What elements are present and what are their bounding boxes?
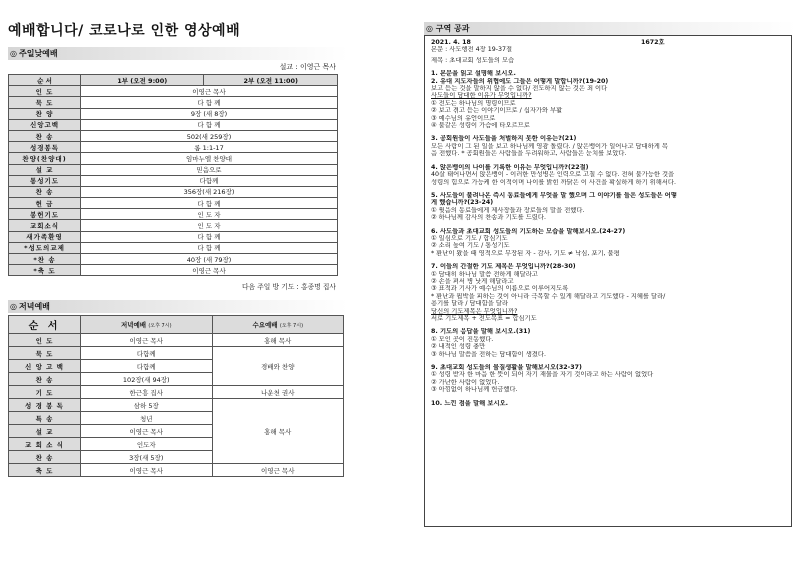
lesson-answer: ① 일심으로 기도 / 합심기도 — [431, 234, 508, 242]
lesson-question: 7. 이들의 간절한 기도 제목은 무엇입니까?(28-30) — [431, 263, 576, 271]
table-row — [9, 242, 338, 253]
table-row — [9, 86, 338, 97]
issue-number: 1672호 — [641, 39, 665, 46]
lesson-box — [424, 35, 792, 527]
order-label: 헌 금 — [9, 198, 81, 209]
lesson-answer: 성령의 힘으로 가능케 한 이적이며 나이를 밝힌 까닭은 이 사건을 확실하게 하기 위해서다. — [431, 178, 677, 186]
col-evening — [81, 316, 213, 334]
wednesday-value: 나운천 권사 — [212, 386, 344, 399]
wednesday-value: 홍해 목사 — [212, 399, 344, 464]
lesson-answer: ③ 예수님의 유언이므로 — [431, 114, 496, 122]
order-label: 찬 송 — [9, 130, 81, 141]
order-label: 찬 송 — [9, 186, 81, 197]
order-label: 교회소식 — [9, 220, 81, 231]
evening-value: 다함께 — [81, 347, 213, 360]
lesson-answer: ② 하나님께 감사의 찬송과 기도를 드렸다. — [431, 214, 546, 222]
right-page — [424, 22, 796, 527]
evening-value: 102장(새 94장) — [81, 373, 213, 386]
preacher-line: 설교 : 이영근 목사 — [279, 63, 336, 71]
table-row — [9, 386, 344, 399]
order-label: 특 송 — [9, 412, 81, 425]
lesson-answer: * 환난과 핍박을 피하는 것이 아니라 극복할 수 있게 해달라고 기도했다 - 지혜를 달라/ — [431, 292, 666, 300]
wednesday-value: 경배와 찬양 — [212, 347, 344, 386]
circle-marker-icon: ◎ — [426, 24, 433, 33]
table-row — [9, 175, 338, 186]
lesson-lines — [431, 70, 785, 407]
lesson-answer: ③ 표적과 기사가 예수님의 이름으로 이루어지도록 — [431, 285, 569, 293]
order-label: 묵 도 — [9, 347, 81, 360]
evening-value: 이영근 목사 — [81, 425, 213, 438]
order-value: 다함께 — [81, 175, 338, 186]
table-row — [9, 198, 338, 209]
morning-section-header — [8, 47, 348, 60]
col-wednesday — [212, 316, 344, 334]
order-value: 인 도 자 — [81, 220, 338, 231]
order-label: 신 앙 고 백 — [9, 360, 81, 373]
order-label: 묵 도 — [9, 97, 81, 108]
order-label: 신앙고백 — [9, 119, 81, 130]
order-label: 찬양(찬양대) — [9, 153, 81, 164]
lesson-answer: ③ 하나님 말씀을 전하는 담대함이 생겼다. — [431, 350, 546, 358]
lesson-answer: ① 모인 곳이 진동했다. — [431, 335, 494, 343]
order-label: *성도의교제 — [9, 242, 81, 253]
evening-value: 3장(새 5장) — [81, 451, 213, 464]
lesson-answer: 음 전했다. * 공회원들은 사람들을 두려워하고, 사람들은 눈치를 보았다. — [431, 150, 627, 158]
evening-value: 인도자 — [81, 438, 213, 451]
table-row — [9, 130, 338, 141]
next-week-prayer: 다음 주일 방 기도 : 홍종명 집사 — [241, 283, 336, 292]
lesson-text-ref: 본문 : 사도행전 4장 19-37절 — [431, 46, 513, 54]
table-header-row — [9, 316, 344, 334]
lesson-answer: ① 담대히 하나님 말씀 전하게 해달라고 — [431, 270, 538, 278]
table-row — [9, 97, 338, 108]
order-label: 통성기도 — [9, 175, 81, 186]
order-label: 설 교 — [9, 425, 81, 438]
order-value: 믿음으로 — [81, 164, 338, 175]
lesson-question: 1. 본문을 읽고 설명해 보시오. — [431, 70, 516, 78]
lesson-answer: 당신의 기도제목은 무엇입니까? — [431, 307, 518, 315]
col-evening-time: (오후 7시) — [148, 323, 172, 330]
lesson-question: 2. 유대 지도자들의 위협에도 그들은 어떻게 말합니까?(19-20) — [431, 77, 609, 85]
morning-header-label: 주일낮예배 — [18, 49, 58, 58]
lesson-answer: ② 내적인 성령 충만 — [431, 343, 486, 351]
order-label: 찬 양 — [9, 108, 81, 119]
order-label: 기 도 — [9, 386, 81, 399]
wednesday-value: 이영근 목사 — [212, 464, 344, 477]
table-row — [9, 220, 338, 231]
lesson-question: 8. 기도의 응답을 말해 보시오.(31) — [431, 328, 531, 336]
lesson-answer: ② 손을 펴서 병 낫게 해달라고 — [431, 277, 514, 285]
lesson-answer: ① 윗음의 동료들에게 제사장들과 장로들의 말을 전했다. — [431, 206, 585, 214]
order-label: *축 도 — [9, 265, 81, 276]
col-order: 순 서 — [9, 316, 81, 334]
table-row — [9, 119, 338, 130]
order-value: 다 함 께 — [81, 97, 338, 108]
col-order: 순 서 — [9, 75, 81, 86]
lesson-question: 3. 공회원들이 사도들을 처벌하지 못한 이유는?(21) — [431, 135, 577, 143]
order-value: 다 함 께 — [81, 119, 338, 130]
table-row — [9, 265, 338, 276]
order-value: 이영근 목사 — [81, 86, 338, 97]
order-value: 롬 1:1-17 — [81, 142, 338, 153]
lesson-question: 9. 초대교회 성도들의 물질생활을 말해보시오(32-37) — [431, 364, 582, 372]
table-row — [9, 153, 338, 164]
lesson-answer: 용기를 달라 / 담대함을 달라 — [431, 300, 509, 308]
wednesday-value: 홍해 목사 — [212, 334, 344, 347]
lesson-answer: 40살 태어나면서 앉은뱅이 - 이러한 만성병은 인력으로 고칠 수 없다. 전혀 불가능한 것을 — [431, 171, 675, 179]
table-row — [9, 142, 338, 153]
table-row — [9, 164, 338, 175]
table-row — [9, 209, 338, 220]
col-wed-time: (오후 7시) — [279, 323, 304, 330]
lesson-answer: 사도들이 담대한 이유가 무엇입니까? — [431, 92, 532, 100]
evening-value: 청년 — [81, 412, 213, 425]
order-label: 축 도 — [9, 464, 81, 477]
lesson-answer: ④ 불같은 성령이 가슴에 타오르므로 — [431, 122, 530, 130]
left-page — [8, 20, 348, 477]
order-value: 356장(새 216장) — [81, 186, 338, 197]
table-row — [9, 254, 338, 265]
lesson-answer: 서로 기도제목 + 전도목표 = 합심기도 — [431, 315, 537, 322]
lesson-question: 10. 느낀 점을 말해 보시오. — [431, 399, 509, 407]
evening-value: 이영근 목사 — [81, 464, 213, 477]
table-row — [9, 231, 338, 242]
table-row — [9, 347, 344, 360]
lesson-section-header — [424, 22, 796, 35]
col-evening-label: 저녁예배 — [120, 321, 147, 330]
evening-value: 다함께 — [81, 360, 213, 373]
lesson-answer: ③ 아낌없이 하나님께 헌금했다. — [431, 386, 518, 394]
morning-service-table — [8, 74, 338, 276]
order-value: 인 도 자 — [81, 209, 338, 220]
order-label: *찬 송 — [9, 254, 81, 265]
lesson-answer: 모든 사람이 그 된 일을 보고 하나님께 영광 돌렸다. / 앉은뱅이가 일어나고 담대하게 복 — [431, 142, 668, 150]
col-first-service: 1부 (오전 9:00) — [81, 75, 204, 86]
lesson-question: 게 했습니까?(23-24) — [431, 199, 494, 207]
col-wed-label: 수요예배 — [252, 321, 278, 330]
table-row — [9, 186, 338, 197]
order-label: 성경봉독 — [9, 142, 81, 153]
evening-value: 이영근 목사 — [81, 334, 213, 347]
evening-value: 한근흥 집사 — [81, 386, 213, 399]
table-row — [9, 399, 344, 412]
circle-marker-icon: ◎ — [10, 49, 17, 58]
order-label: 설 교 — [9, 164, 81, 175]
table-row — [9, 464, 344, 477]
order-label: 인 도 — [9, 334, 81, 347]
lesson-answer: 보고 듣는 것을 말하지 않을 수 없다/ 전도하지 않는 것은 죄 이다 — [431, 85, 608, 93]
order-value: 임마누엘 찬양대 — [81, 153, 338, 164]
lesson-answer: * 환난이 왔을 때 영적으로 무장된 자 - 감사, 기도 ≠ 낙심, 포기, 불평 — [431, 249, 620, 257]
table-row — [9, 108, 338, 119]
evening-service-table — [8, 315, 344, 477]
order-value: 9장 (새 8장) — [81, 108, 338, 119]
lesson-question: 6. 사도들과 초대교회 성도들의 기도하는 모습을 말해보시오.(24-27) — [431, 227, 626, 235]
order-value: 502(새 259장) — [81, 130, 338, 141]
evening-section-header — [8, 300, 348, 313]
lesson-question: 4. 앉은뱅이의 나이를 기록한 이유는 무엇입니까?(22절) — [431, 163, 589, 171]
order-value: 40장 (새 79장) — [81, 254, 338, 265]
order-label: 봉헌기도 — [9, 209, 81, 220]
order-label: 인 도 — [9, 86, 81, 97]
lesson-answer: ② 소리 높여 기도 / 통성기도 — [431, 242, 510, 250]
order-value: 다 함 께 — [81, 198, 338, 209]
lesson-date-line — [431, 39, 785, 46]
order-label: 새가족환영 — [9, 231, 81, 242]
order-value: 이영근 목사 — [81, 265, 338, 276]
col-second-service: 2부 (오전 11:00) — [204, 75, 338, 86]
lesson-answer: ② 보고 겪고 듣는 이야기이므로 / 십자가와 부활 — [431, 107, 563, 115]
lesson-question: 5. 사도들이 풀려나온 즉시 동료들에게 무엇을 말 했으며 그 이야기를 들은 성도들은 어떻 — [431, 191, 677, 199]
order-label: 성 경 봉 독 — [9, 399, 81, 412]
lesson-topic: 제목 : 초대교회 성도들의 모습 — [431, 56, 515, 64]
circle-marker-icon: ◎ — [10, 302, 17, 312]
lesson-answer: ② 가난한 사람이 없었다. — [431, 378, 500, 386]
lesson-answer: ① 성령 받자 한 마음 한 뜻이 되어 자기 재물을 자기 것이라고 하는 사람이 없었다 — [431, 371, 654, 379]
order-value: 다 함 께 — [81, 231, 338, 242]
lesson-date: 2021. 4. 18 — [431, 39, 471, 46]
order-label: 찬 송 — [9, 451, 81, 464]
table-row — [9, 334, 344, 347]
evening-header-label: 저녁예배 — [18, 302, 50, 312]
table-header-row — [9, 75, 338, 86]
order-label: 교 회 소 식 — [9, 438, 81, 451]
lesson-header-label: 구역 공과 — [435, 24, 470, 33]
page-title: 예배합니다/ 코로나로 인한 영상예배 — [8, 23, 241, 39]
evening-value: 삼하 5장 — [81, 399, 213, 412]
order-label: 찬 송 — [9, 373, 81, 386]
order-value: 다 함 께 — [81, 242, 338, 253]
lesson-answer: ① 전도는 하나님의 명령이므로 — [431, 99, 516, 107]
